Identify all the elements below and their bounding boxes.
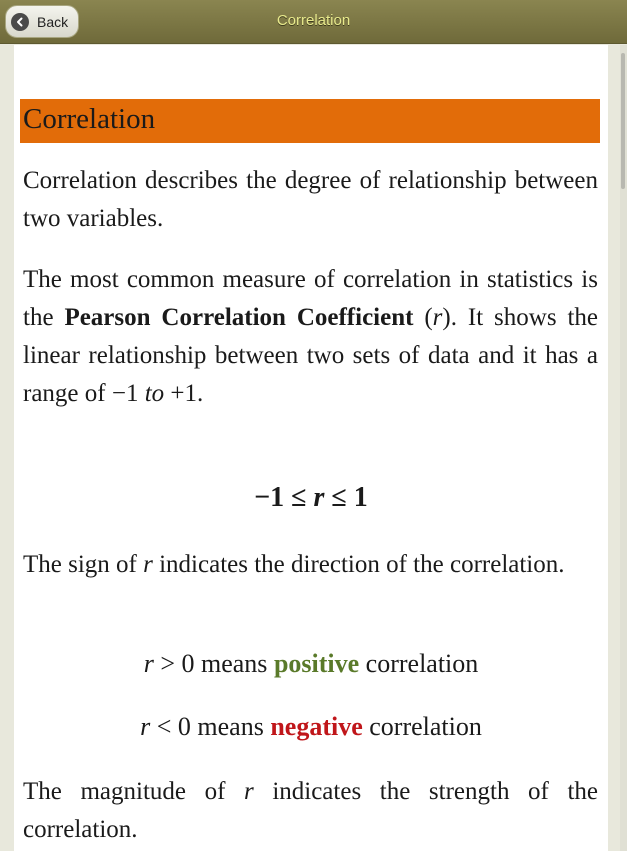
- app-header: [0, 0, 627, 44]
- negative-rule: [14, 712, 608, 742]
- paragraph-pearson: [23, 261, 598, 413]
- math-r: r: [432, 304, 443, 331]
- paragraph-sign: [23, 546, 598, 584]
- rule-tail: correlation: [362, 712, 482, 741]
- text-span: ). It shows the linear relationship between two sets of data and it has a range of: [23, 304, 598, 407]
- pearson-term: Pearson Correlation Coefficient: [64, 304, 414, 331]
- range-end: +1.: [164, 380, 204, 407]
- range-formula: [14, 482, 608, 514]
- rule-r: r: [140, 712, 151, 741]
- range-to: to: [144, 380, 165, 407]
- page-title: Correlation: [276, 12, 351, 29]
- text-span: The sign of: [23, 551, 144, 578]
- rule-cond: < 0 means: [150, 712, 271, 741]
- formula-left: −1 ≤: [254, 482, 314, 513]
- text-span: The magnitude of: [23, 778, 244, 805]
- text-span: indicates the strength of the correlation.: [23, 778, 598, 843]
- formula-r: r: [313, 482, 325, 513]
- paragraph-definition: Correlation describes the degree of relationship between two variables.: [23, 167, 598, 232]
- section-heading: Correlation: [20, 99, 600, 143]
- negative-word: negative: [270, 712, 363, 741]
- text-span: indicates the direction of the correlation.: [152, 551, 565, 578]
- range-start: −1: [111, 380, 145, 407]
- scrollbar[interactable]: [620, 45, 627, 851]
- scrollbar-thumb[interactable]: [621, 53, 625, 189]
- text-span: The most common measure of correlation in statistics is the: [23, 266, 598, 331]
- paragraph-magnitude: [23, 773, 598, 849]
- rule-tail: correlation: [359, 649, 479, 678]
- math-r: r: [143, 551, 153, 578]
- rule-cond: > 0 means: [153, 649, 274, 678]
- rule-r: r: [143, 649, 154, 678]
- formula-right: ≤ 1: [324, 482, 368, 513]
- text-span: (: [413, 304, 433, 331]
- positive-rule: [14, 649, 608, 679]
- positive-word: positive: [273, 649, 360, 678]
- content-panel[interactable]: [14, 45, 608, 851]
- back-button-label: Back: [37, 13, 69, 30]
- math-r: r: [244, 778, 254, 805]
